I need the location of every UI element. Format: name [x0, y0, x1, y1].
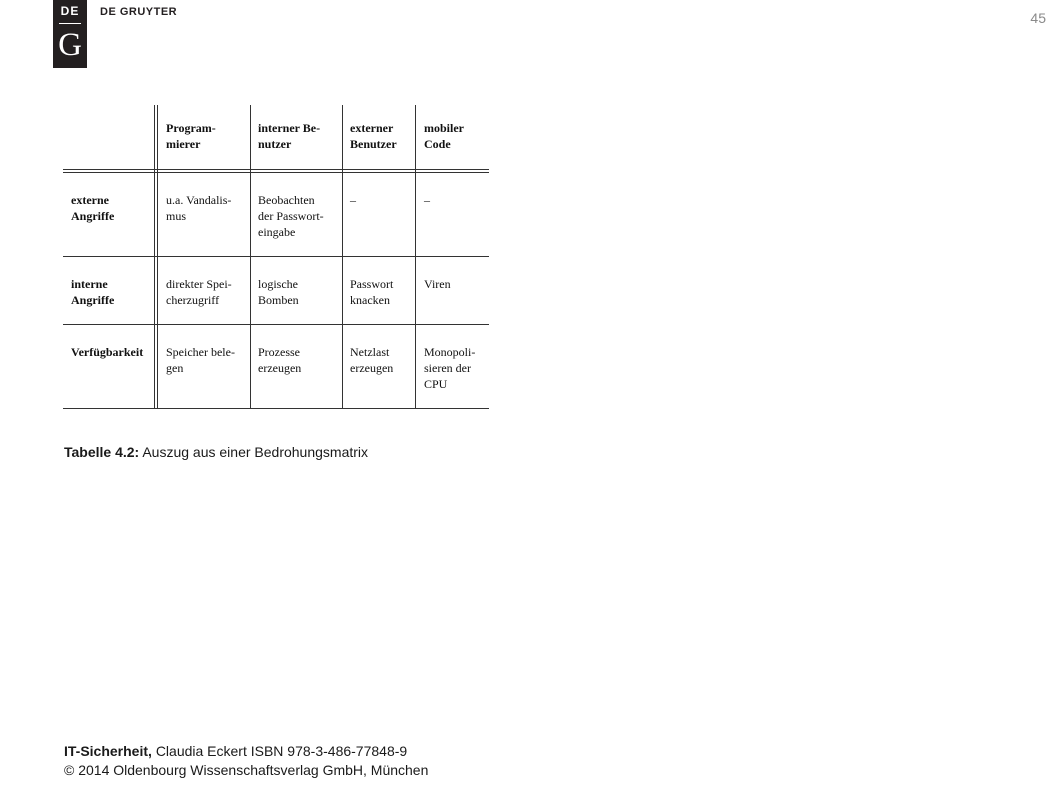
table-cell: – — [424, 193, 430, 207]
caption-text: Auszug aus einer Bedrohungsmatrix — [142, 444, 369, 460]
table-hrule — [63, 408, 489, 409]
logo-g-letter: G — [58, 27, 82, 63]
column-header: externer Benutzer — [350, 121, 397, 151]
table-vrule — [154, 105, 155, 409]
table-vrule — [157, 105, 158, 409]
table-cell: – — [350, 193, 356, 207]
logo-de-text: DE — [60, 4, 80, 18]
logo-divider — [59, 23, 81, 24]
table-cell: Monopoli- sieren der CPU — [424, 345, 476, 391]
table-cell: Passwort knacken — [350, 277, 394, 307]
row-header: externe Angriffe — [71, 193, 115, 223]
column-header: Program- mierer — [166, 121, 216, 151]
table-cell: logische Bomben — [258, 277, 299, 307]
table-cell: Netzlast erzeugen — [350, 345, 394, 375]
caption-label: Tabelle 4.2: — [64, 444, 140, 460]
footer-citation — [64, 742, 428, 761]
threat-matrix-table — [63, 105, 489, 409]
table-hrule — [63, 172, 489, 173]
table-cell: u.a. Vandalis- mus — [166, 193, 232, 223]
table-vrule — [342, 105, 343, 409]
publisher-name: DE GRUYTER — [100, 6, 178, 18]
table-vrule — [415, 105, 416, 409]
page-number: 45 — [1030, 10, 1046, 26]
table-cell: direkter Spei- cherzugriff — [166, 277, 232, 307]
table-vrule — [250, 105, 251, 409]
table-cell: Speicher bele- gen — [166, 345, 235, 375]
column-header: interner Be- nutzer — [258, 121, 321, 151]
table-hrule — [63, 169, 489, 170]
book-info: Claudia Eckert ISBN 978-3-486-77848-9 — [155, 743, 408, 759]
copyright-line: © 2014 Oldenbourg Wissenschaftsverlag GmbH, München — [64, 762, 429, 778]
table-hrule — [63, 324, 489, 325]
book-title: IT-Sicherheit, — [64, 743, 152, 759]
page-footer — [64, 742, 428, 780]
publisher-logo — [53, 0, 87, 68]
table-caption — [64, 444, 368, 460]
row-header: interne Angriffe — [71, 277, 115, 307]
row-header: Verfügbarkeit — [71, 345, 144, 359]
table-hrule — [63, 256, 489, 257]
column-header: mobiler Code — [424, 121, 464, 151]
table-cell: Viren — [424, 277, 451, 291]
table-cell: Beobachten der Passwort- eingabe — [258, 193, 324, 239]
table-cell: Prozesse erzeugen — [258, 345, 302, 375]
